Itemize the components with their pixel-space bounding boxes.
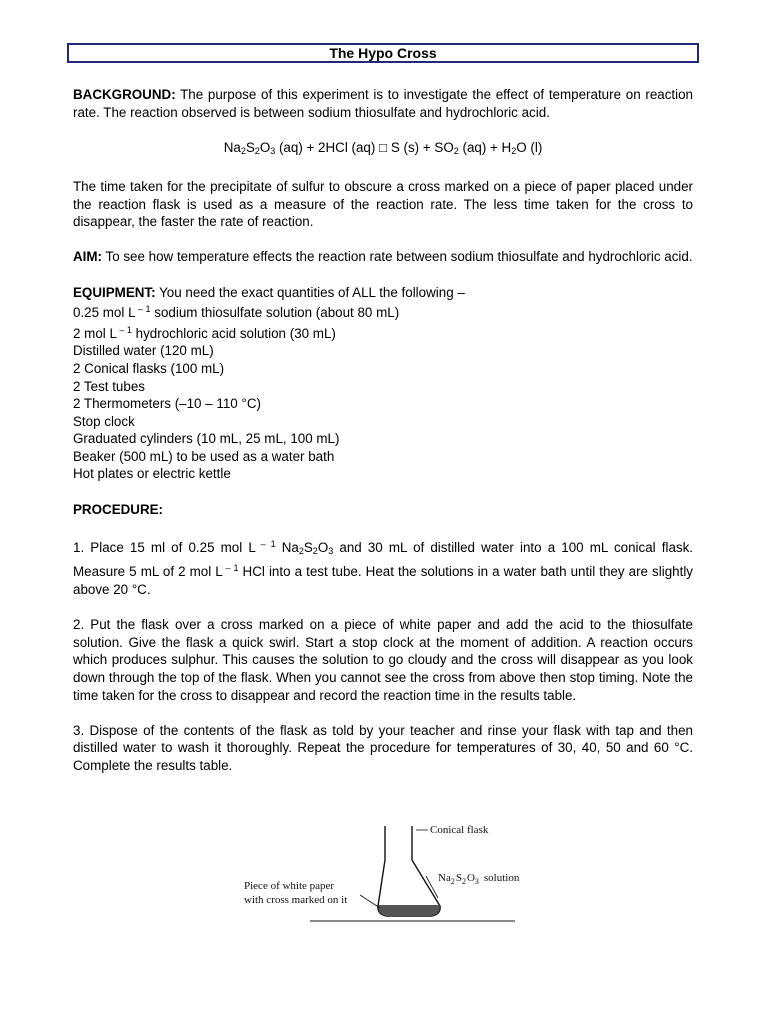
equipment-heading bbox=[73, 284, 693, 302]
eq-rest: (aq) + 2HCl (aq) □ S (s) + SO bbox=[275, 139, 454, 155]
label-paper-line2: with cross marked on it bbox=[244, 894, 348, 906]
procedure-step-2: 2. Put the flask over a cross marked on a piece of white paper and add the acid to the thiosulfate solution. Give the flask a quick swirl. Start a stop clock at the moment of addition. A reaction occurs which produces sulphur. This causes the solution to go cloudy and the cross will disappear as you look down through the top of the flask. When you cannot see the cross from above then stop timing. Note the time taken for the cross to disappear and record the reaction time in the results table. bbox=[73, 617, 693, 703]
reaction-equation bbox=[73, 139, 693, 161]
aim-label: AIM: bbox=[73, 249, 103, 265]
equipment-item: 2 Thermometers (–10 – 110 °C) bbox=[73, 396, 261, 412]
equipment-item: 0.25 mol L $^{- 1}$ sodium thiosulfate solution (about 80 mL) bbox=[73, 304, 400, 321]
background-label: BACKGROUND: bbox=[73, 87, 176, 102]
aim-text: To see how temperature effects the reaction rate between sodium thiosulfate and hydrochloric acid. bbox=[102, 249, 693, 265]
equipment-item: Stop clock bbox=[73, 413, 135, 429]
label-conical-flask: Conical flask bbox=[430, 824, 489, 836]
equipment-intro: You need the exact quantities of ALL the following – bbox=[155, 284, 465, 300]
eq-sub: 2 bbox=[453, 145, 459, 156]
eq-sub: 2 bbox=[511, 145, 517, 156]
equipment-item: 2 Conical flasks (100 mL) bbox=[73, 360, 225, 376]
label-solution: $Na_2S_2O_3$ solution bbox=[438, 872, 520, 886]
equipment-item: Graduated cylinders (10 mL, 25 mL, 100 mL) bbox=[73, 431, 340, 447]
solution-fill bbox=[378, 905, 439, 916]
document-body bbox=[73, 86, 693, 775]
eq-after-so2: (aq) + H bbox=[458, 139, 512, 155]
equipment-item: Beaker (500 mL) to be used as a water bath bbox=[73, 448, 335, 464]
equipment-label: EQUIPMENT: bbox=[73, 284, 156, 300]
apparatus-diagram bbox=[230, 810, 550, 930]
eq-sub: 3 bbox=[270, 145, 276, 156]
title-text: The Hypo Cross bbox=[329, 45, 437, 61]
method-paragraph: The time taken for the precipitate of sulfur to obscure a cross marked on a piece of paper placed under the reaction flask is used as a measure of the reaction rate. The less time taken for the cross to disappear, the faster the rate of reaction. bbox=[73, 178, 693, 230]
equipment-item: 2 Test tubes bbox=[73, 378, 145, 394]
background-paragraph bbox=[73, 86, 693, 121]
equipment-item: Distilled water (120 mL) bbox=[73, 343, 214, 359]
equipment-section bbox=[73, 284, 693, 484]
conical-flask-outline bbox=[378, 826, 440, 916]
equipment-item: 2 mol L $^{- 1}$ hydrochloric acid solution (30 mL) bbox=[73, 324, 336, 341]
background-text: The purpose of this experiment is to investigate the effect of temperature on reaction rate. The reaction observed is between sodium thiosulfate and hydrochloric acid. bbox=[73, 87, 693, 120]
eq-o: O bbox=[259, 139, 271, 155]
page-title bbox=[67, 43, 699, 63]
aim-paragraph bbox=[73, 248, 693, 266]
procedure-step-1: 1. Place 15 ml of 0.25 mol L $^{- 1}$ $Na_2S_2O_3$ and 30 mL of distilled water into a 100 mL conical flask. Measure 5 mL of 2 mol L $^{- 1}$ HCl into a test tube. Heat the solutions in a water bath until they are slightly above 20 °C. bbox=[73, 538, 694, 598]
eq-s: S bbox=[245, 139, 255, 155]
eq-end: O (l) bbox=[516, 139, 543, 155]
eq-sub: 2 bbox=[254, 145, 260, 156]
procedure-step-3: 3. Dispose of the contents of the flask as told by your teacher and rinse your flask with tap and then distilled water to wash it thoroughly. Repeat the procedure for temperatures of 30, 40, 50 and 60 °C. Complete the results table. bbox=[73, 722, 693, 773]
equipment-item: Hot plates or electric kettle bbox=[73, 466, 231, 482]
eq-sub: 2 bbox=[240, 145, 246, 156]
procedure-heading: PROCEDURE: bbox=[73, 501, 164, 517]
label-paper-line1: Piece of white paper bbox=[244, 880, 335, 892]
eq-na: Na bbox=[223, 139, 241, 155]
paper-leader bbox=[360, 895, 380, 908]
